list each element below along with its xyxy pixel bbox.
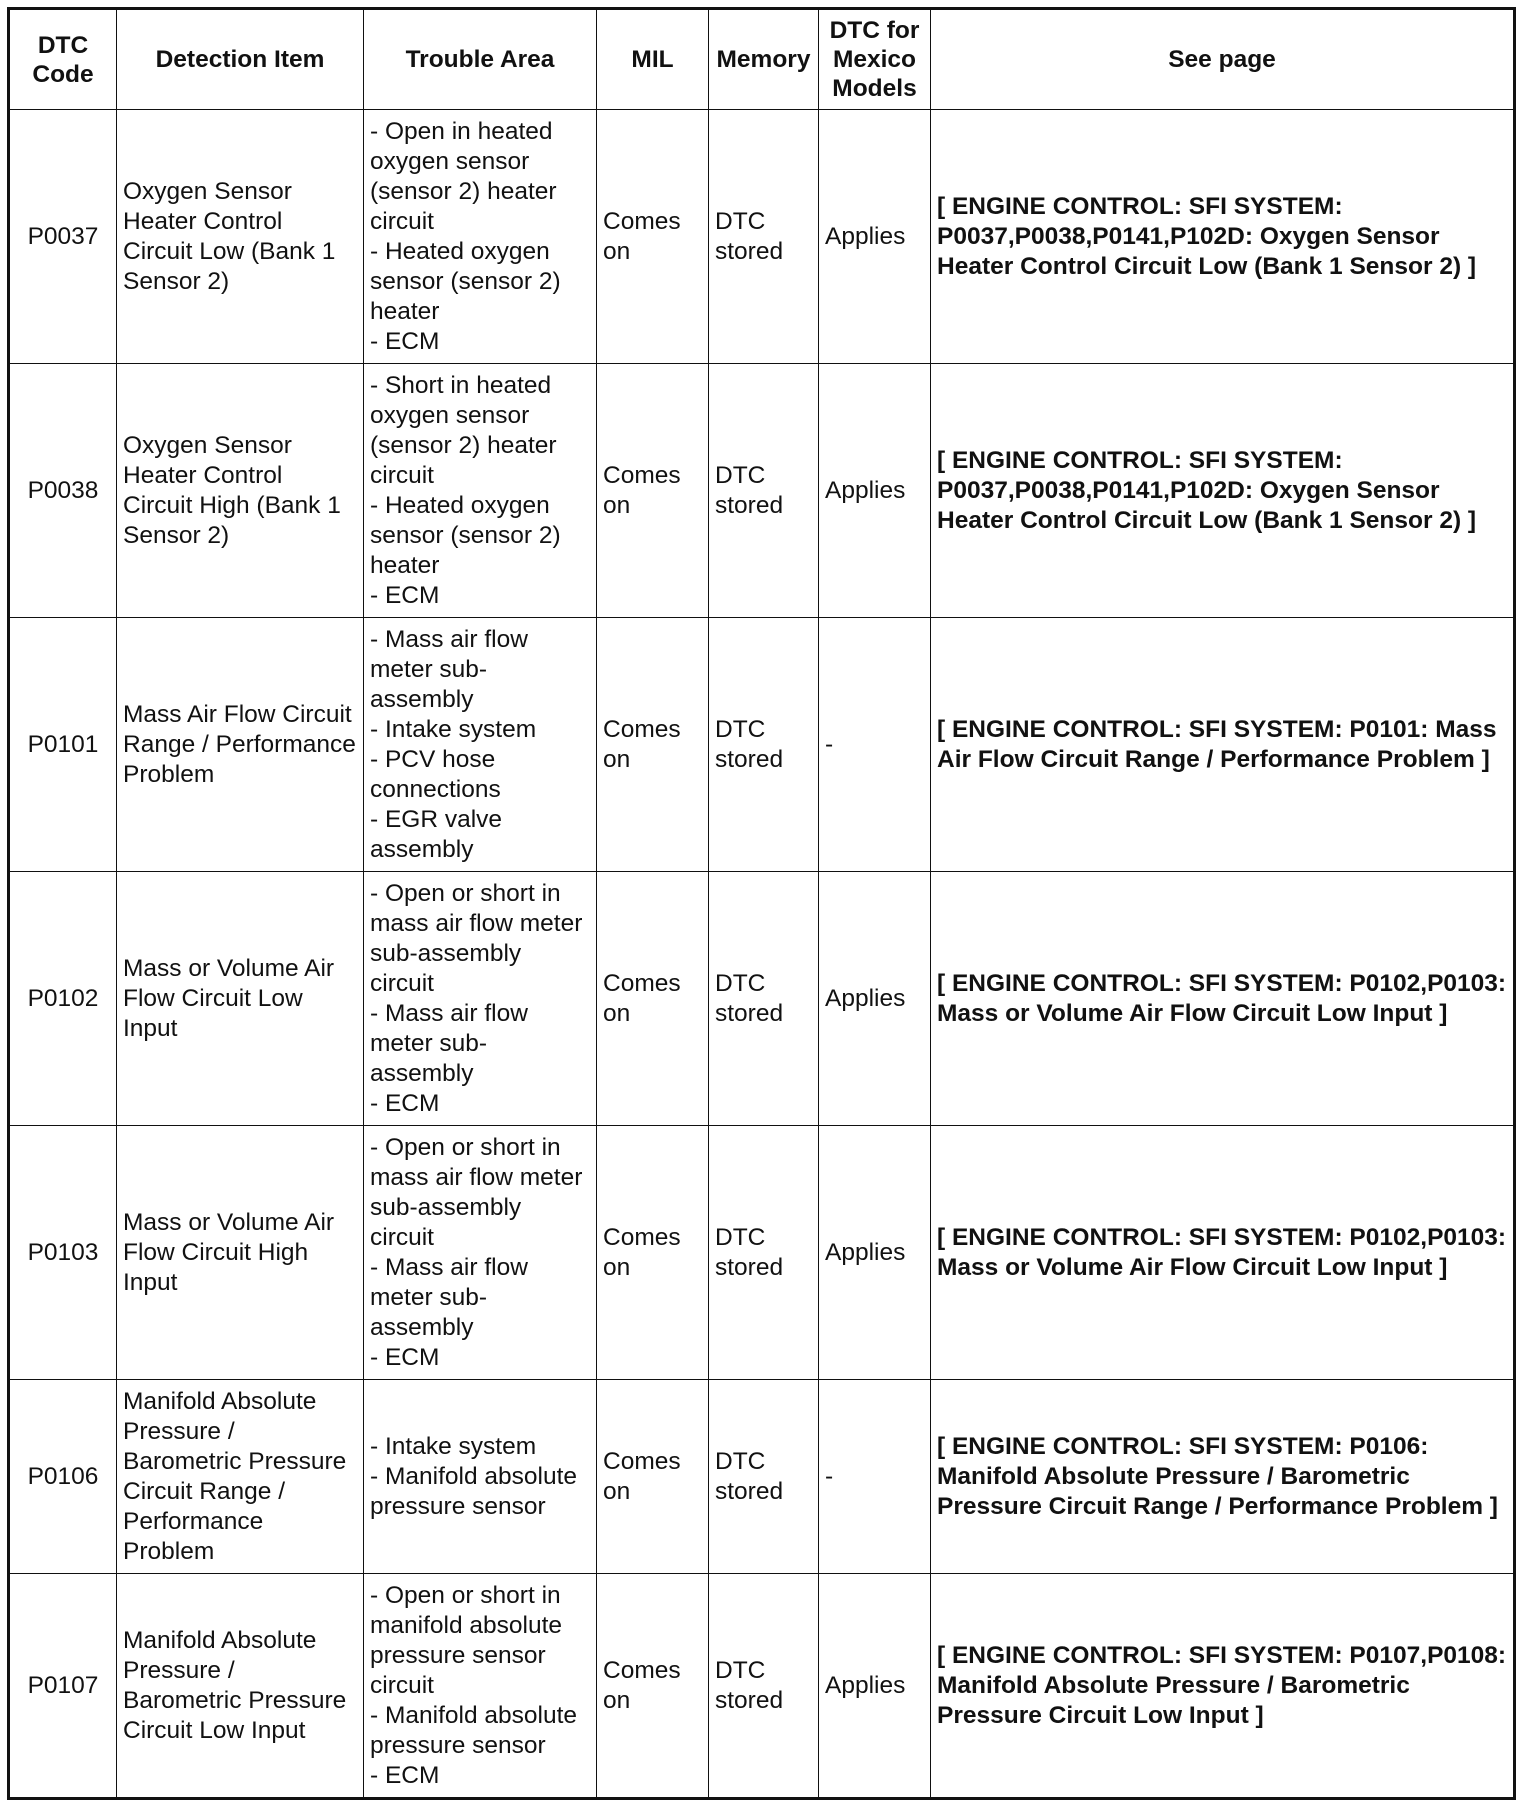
trouble-area-line: - Mass air flow meter sub-assembly <box>370 625 535 713</box>
trouble-area-line: - ECM <box>370 1761 440 1789</box>
trouble-area-line: - Mass air flow meter sub-assembly <box>370 999 535 1087</box>
table-row <box>9 1574 1515 1799</box>
dtc-code-cell: P0101 <box>9 618 117 872</box>
table-row <box>9 872 1515 1126</box>
memory-cell: DTC stored <box>709 1380 819 1574</box>
see-page-link[interactable]: [ ENGINE CONTROL: SFI SYSTEM: P0037,P0038,P0141,P102D: Oxygen Sensor Heater Control Circuit Low (Bank 1 Sensor 2) ] <box>931 110 1515 364</box>
dtc-code-cell: P0102 <box>9 872 117 1126</box>
memory-cell: DTC stored <box>709 1574 819 1799</box>
header-trouble-area: Trouble Area <box>364 9 597 110</box>
dtc-code-cell: P0106 <box>9 1380 117 1574</box>
trouble-area-line: - Open or short in mass air flow meter sub-assembly circuit <box>370 1133 590 1251</box>
trouble-area-line: - ECM <box>370 1343 440 1371</box>
dtc-code-cell: P0107 <box>9 1574 117 1799</box>
header-see-page: See page <box>931 9 1515 110</box>
detection-item-cell: Mass or Volume Air Flow Circuit High Input <box>117 1126 364 1380</box>
mexico-cell: - <box>819 1380 931 1574</box>
mil-cell: Comes on <box>597 1126 709 1380</box>
trouble-area-line: - Intake system <box>370 1432 537 1460</box>
trouble-area-line: - Heated oxygen sensor (sensor 2) heater <box>370 237 568 325</box>
mexico-cell: Applies <box>819 110 931 364</box>
trouble-area-line: - Open in heated oxygen sensor (sensor 2) heater circuit <box>370 117 564 235</box>
see-page-link[interactable]: [ ENGINE CONTROL: SFI SYSTEM: P0107,P0108: Manifold Absolute Pressure / Barometric Pressure Circuit Low Input ] <box>931 1574 1515 1799</box>
memory-cell: DTC stored <box>709 110 819 364</box>
trouble-area-line: - Intake system <box>370 715 537 743</box>
table-row <box>9 618 1515 872</box>
trouble-area-cell <box>364 110 597 364</box>
trouble-area-line: - PCV hose connections <box>370 745 503 803</box>
mil-cell: Comes on <box>597 872 709 1126</box>
mexico-cell: Applies <box>819 1126 931 1380</box>
see-page-link[interactable]: [ ENGINE CONTROL: SFI SYSTEM: P0102,P0103: Mass or Volume Air Flow Circuit Low Input ] <box>931 872 1515 1126</box>
trouble-area-line: - Open or short in manifold absolute pressure sensor circuit <box>370 1581 569 1699</box>
table-row <box>9 1380 1515 1574</box>
dtc-code-cell: P0037 <box>9 110 117 364</box>
see-page-link[interactable]: [ ENGINE CONTROL: SFI SYSTEM: P0106: Manifold Absolute Pressure / Barometric Pressure Circuit Range / Performance Problem ] <box>931 1380 1515 1574</box>
memory-cell: DTC stored <box>709 618 819 872</box>
detection-item-cell: Oxygen Sensor Heater Control Circuit Low (Bank 1 Sensor 2) <box>117 110 364 364</box>
header-dtc-mexico: DTC for Mexico Models <box>819 9 931 110</box>
mil-cell: Comes on <box>597 364 709 618</box>
memory-cell: DTC stored <box>709 1126 819 1380</box>
trouble-area-line: - EGR valve assembly <box>370 805 509 863</box>
header-memory: Memory <box>709 9 819 110</box>
memory-cell: DTC stored <box>709 364 819 618</box>
mexico-cell: - <box>819 618 931 872</box>
trouble-area-cell <box>364 1574 597 1799</box>
trouble-area-line: - ECM <box>370 1089 440 1117</box>
detection-item-cell: Manifold Absolute Pressure / Barometric Pressure Circuit Range / Performance Problem <box>117 1380 364 1574</box>
trouble-area-line: - Heated oxygen sensor (sensor 2) heater <box>370 491 568 579</box>
table-row <box>9 1126 1515 1380</box>
see-page-link[interactable]: [ ENGINE CONTROL: SFI SYSTEM: P0102,P0103: Mass or Volume Air Flow Circuit Low Input ] <box>931 1126 1515 1380</box>
trouble-area-cell <box>364 1126 597 1380</box>
trouble-area-line: - ECM <box>370 327 440 355</box>
mil-cell: Comes on <box>597 1380 709 1574</box>
mexico-cell: Applies <box>819 872 931 1126</box>
trouble-area-cell <box>364 618 597 872</box>
trouble-area-line: - Short in heated oxygen sensor (sensor 2) heater circuit <box>370 371 564 489</box>
header-mil: MIL <box>597 9 709 110</box>
mil-cell: Comes on <box>597 1574 709 1799</box>
dtc-table <box>7 7 1516 1800</box>
see-page-link[interactable]: [ ENGINE CONTROL: SFI SYSTEM: P0037,P0038,P0141,P102D: Oxygen Sensor Heater Control Circuit Low (Bank 1 Sensor 2) ] <box>931 364 1515 618</box>
trouble-area-line: - Mass air flow meter sub-assembly <box>370 1253 535 1341</box>
dtc-code-cell: P0038 <box>9 364 117 618</box>
trouble-area-line: - Manifold absolute pressure sensor <box>370 1462 584 1520</box>
table-header-row <box>9 9 1515 110</box>
mil-cell: Comes on <box>597 110 709 364</box>
trouble-area-line: - Open or short in mass air flow meter sub-assembly circuit <box>370 879 590 997</box>
table-row <box>9 364 1515 618</box>
memory-cell: DTC stored <box>709 872 819 1126</box>
trouble-area-cell <box>364 872 597 1126</box>
detection-item-cell: Oxygen Sensor Heater Control Circuit High (Bank 1 Sensor 2) <box>117 364 364 618</box>
detection-item-cell: Mass or Volume Air Flow Circuit Low Input <box>117 872 364 1126</box>
header-dtc-code: DTC Code <box>9 9 117 110</box>
trouble-area-cell <box>364 1380 597 1574</box>
see-page-link[interactable]: [ ENGINE CONTROL: SFI SYSTEM: P0101: Mass Air Flow Circuit Range / Performance Problem ] <box>931 618 1515 872</box>
dtc-code-cell: P0103 <box>9 1126 117 1380</box>
header-detection-item: Detection Item <box>117 9 364 110</box>
mexico-cell: Applies <box>819 1574 931 1799</box>
trouble-area-cell <box>364 364 597 618</box>
detection-item-cell: Manifold Absolute Pressure / Barometric Pressure Circuit Low Input <box>117 1574 364 1799</box>
trouble-area-line: - ECM <box>370 581 440 609</box>
table-row <box>9 110 1515 364</box>
mexico-cell: Applies <box>819 364 931 618</box>
trouble-area-line: - Manifold absolute pressure sensor <box>370 1701 584 1759</box>
mil-cell: Comes on <box>597 618 709 872</box>
detection-item-cell: Mass Air Flow Circuit Range / Performance Problem <box>117 618 364 872</box>
